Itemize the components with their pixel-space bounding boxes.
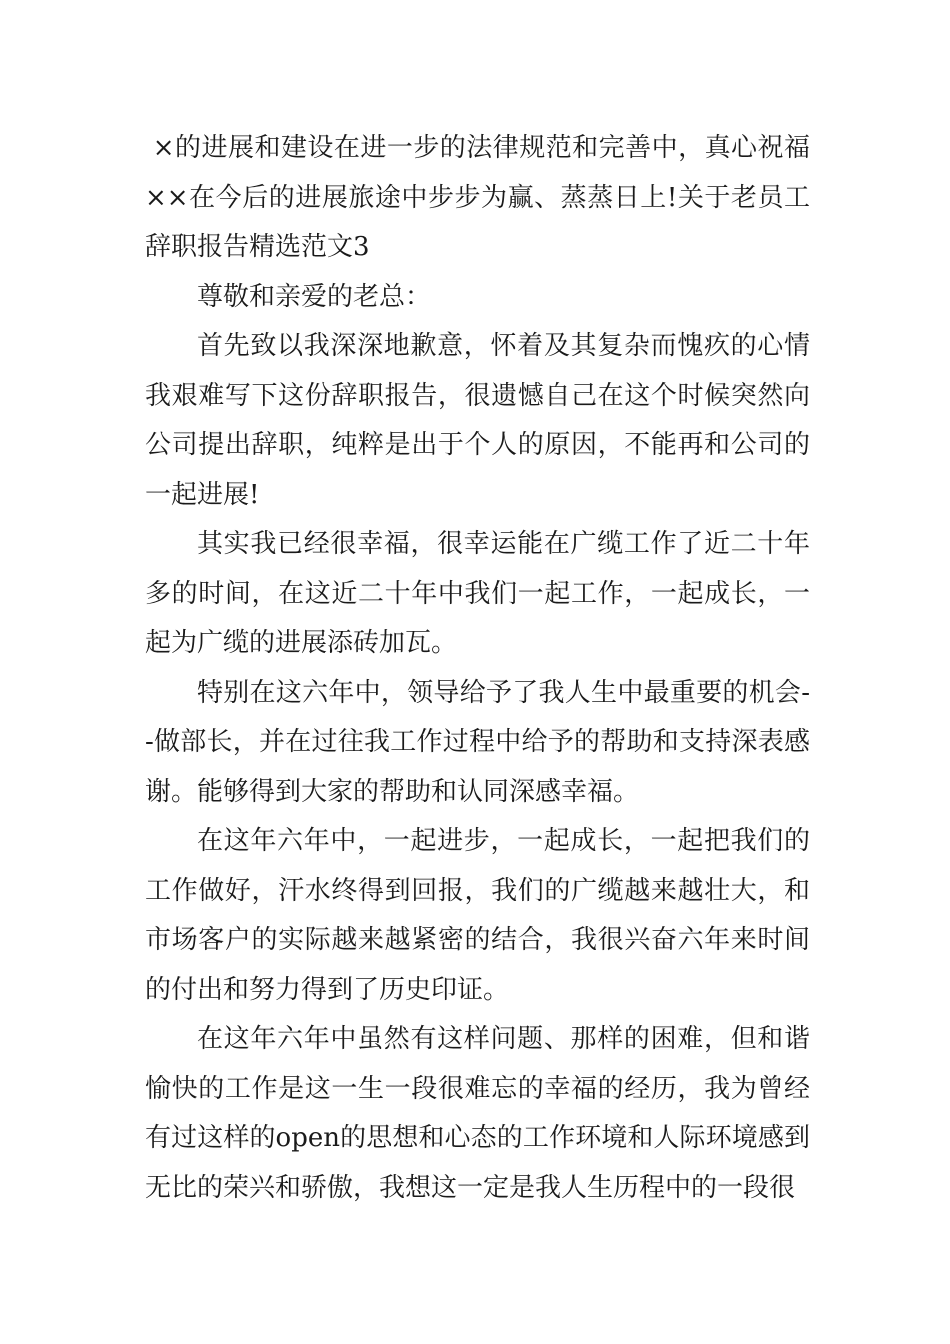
paragraph-gratitude: 其实我已经很幸福，很幸运能在广缆工作了近二十年多的时间，在这近二十年中我们一起工作，一起成长，一起为广缆的进展添砖加瓦。	[145, 529, 810, 658]
paragraph-experience: 在这年六年中虽然有这样问题、那样的困难，但和谐愉快的工作是这一生一段很难忘的幸福的经历，我为曾经有过这样的open的思想和心态的工作环境和人际环境感到无比的荣兴和骄傲，我想这一定是我人生历程中的一段很	[145, 1024, 810, 1203]
document-body	[145, 124, 810, 1213]
paragraph-growth: 在这年六年中，一起进步，一起成长，一起把我们的工作做好，汗水终得到回报，我们的广缆越来越壮大，和市场客户的实际越来越紧密的结合，我很兴奋六年来时间的付出和努力得到了历史印证。	[145, 826, 810, 1005]
paragraph-continuation: ×的进展和建设在进一步的法律规范和完善中，真心祝福××在今后的进展旅途中步步为赢、蒸蒸日上!关于老员工辞职报告精选范文3	[145, 133, 810, 262]
paragraph-opportunity: 特别在这六年中，领导给予了我人生中最重要的机会--做部长，并在过往我工作过程中给予的帮助和支持深表感谢。能够得到大家的帮助和认同深感幸福。	[145, 677, 810, 807]
paragraph-salutation: 尊敬和亲爱的老总：	[197, 281, 432, 312]
paragraph-apology: 首先致以我深深地歉意，怀着及其复杂而愧疚的心情我艰难写下这份辞职报告，很遗憾自己在这个时候突然向公司提出辞职，纯粹是出于个人的原因，不能再和公司的一起进展!	[145, 331, 810, 510]
